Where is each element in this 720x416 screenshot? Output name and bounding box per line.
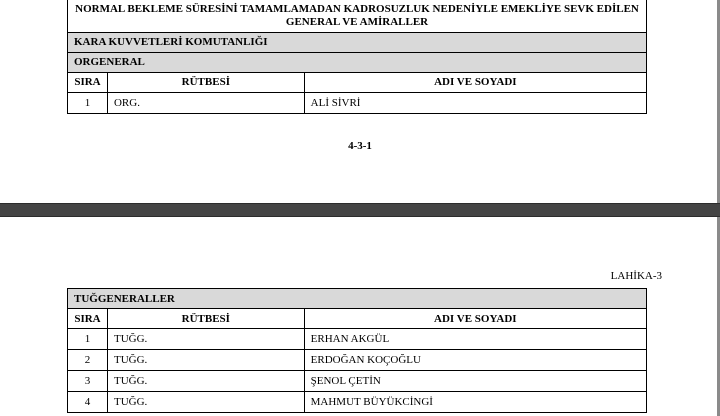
row-rank: TUĞG. xyxy=(107,392,304,413)
row-name: MAHMUT BÜYÜKCİNGİ xyxy=(304,392,646,413)
column-header-name: ADI VE SOYADI xyxy=(304,72,646,92)
row-no: 3 xyxy=(68,371,108,392)
table-row xyxy=(68,350,647,371)
row-no: 1 xyxy=(68,92,108,113)
table-title-line-1: NORMAL BEKLEME SÜRESİNİ TAMAMLAMADAN KADROSUZLUK NEDENİYLE EMEKLİYE SEVK EDİLEN xyxy=(75,2,639,15)
retirement-table-page-1 xyxy=(67,0,647,114)
column-header-rank: RÜTBESİ xyxy=(107,72,304,92)
row-rank: ORG. xyxy=(107,92,304,113)
table-row xyxy=(68,92,647,113)
table-title xyxy=(68,0,647,32)
page-number: 4-3-1 xyxy=(348,140,372,152)
annex-label: LAHİKA-3 xyxy=(610,270,662,282)
row-name: ERHAN AKGÜL xyxy=(304,329,646,350)
column-header-no: SIRA xyxy=(68,309,108,329)
row-no: 2 xyxy=(68,350,108,371)
document-page-2 xyxy=(0,217,720,416)
command-name: KARA KUVVETLERİ KOMUTANLIĞI xyxy=(68,32,647,52)
row-name: ERDOĞAN KOÇOĞLU xyxy=(304,350,646,371)
document-page-1 xyxy=(0,0,720,203)
table-title-line-2: GENERAL VE AMİRALLER xyxy=(285,15,429,28)
command-row xyxy=(68,32,647,52)
row-rank: TUĞG. xyxy=(107,371,304,392)
table-title-row xyxy=(68,0,647,32)
column-header-rank: RÜTBESİ xyxy=(107,309,304,329)
rank-group-label: TUĞGENERALLER xyxy=(68,289,647,309)
page-separator xyxy=(0,203,720,217)
rank-group-row xyxy=(68,52,647,72)
row-no: 1 xyxy=(68,329,108,350)
table-row xyxy=(68,392,647,413)
row-rank: TUĞG. xyxy=(107,329,304,350)
row-rank: TUĞG. xyxy=(107,350,304,371)
column-header-row xyxy=(68,309,647,329)
rank-group-label: ORGENERAL xyxy=(68,52,647,72)
column-header-row xyxy=(68,72,647,92)
table-row xyxy=(68,371,647,392)
column-header-name: ADI VE SOYADI xyxy=(304,309,646,329)
row-no: 4 xyxy=(68,392,108,413)
row-name: ALİ SİVRİ xyxy=(304,92,646,113)
column-header-no: SIRA xyxy=(68,72,108,92)
retirement-table-page-2 xyxy=(67,288,647,413)
table-row xyxy=(68,329,647,350)
rank-group-row xyxy=(68,289,647,309)
row-name: ŞENOL ÇETİN xyxy=(304,371,646,392)
